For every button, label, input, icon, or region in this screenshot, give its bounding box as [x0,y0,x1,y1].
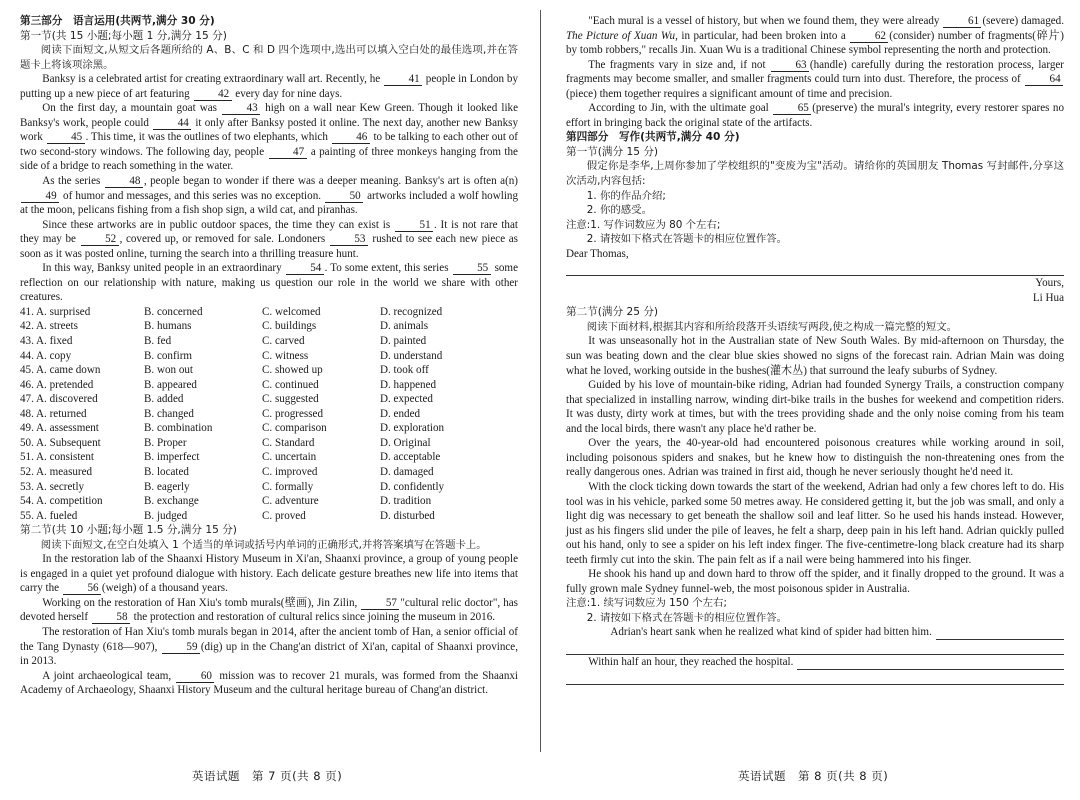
option-b[interactable]: B. fed [144,335,172,348]
option-row [20,494,518,509]
left-page [20,14,518,698]
answer-blank[interactable]: 65 [773,103,811,115]
grammar-paragraph: Working on the restoration of Han Xiu's tomb murals(壁画), Jin Zilin, 57 "cultural relic doctor", has devoted herself 58 the protection and restoration of cultural relics since joining the museum in 2016. [20,596,518,624]
option-d[interactable]: D. expected [380,393,433,406]
option-c[interactable]: C. Standard [262,436,315,449]
option-d[interactable]: D. exploration [380,422,445,435]
option-b[interactable]: B. confirm [144,349,193,362]
option-a[interactable]: 43. A. fixed [20,335,73,348]
option-a[interactable]: 54. A. competition [20,495,103,508]
answer-blank[interactable]: 42 [194,89,232,101]
answer-blank[interactable]: 48 [105,176,143,188]
answer-blank[interactable]: 64 [1025,74,1063,86]
option-b[interactable]: B. concerned [144,305,203,318]
option-row [20,378,518,393]
option-a[interactable]: 49. A. assessment [20,422,99,435]
grammar-paragraph: In the restoration lab of the Shaanxi History Museum in Xi'an, Shaanxi province, a group of young people is engaged in a quiet yet profound dialogue with history. Each delicate gesture breathes new life into items that carry the 56 (weigh) of a thousand years. [20,553,518,595]
writing2-note: 注意:1. 续写词数应为 150 个左右; [566,597,727,610]
option-row [20,509,518,524]
option-d[interactable]: D. recognized [380,305,443,318]
option-row [20,465,518,480]
option-a[interactable]: 46. A. pretended [20,378,94,391]
option-d[interactable]: D. damaged [380,465,434,478]
option-d[interactable]: D. animals [380,320,429,333]
option-b[interactable]: B. humans [144,320,192,333]
grammar-paragraph: According to Jin, with the ultimate goal 65 (preserve) the mural's integrity, every restorer spares no effort in bringing back the original state of the artifacts. [566,102,1064,129]
section2-title: 第二节(共 10 小题;每小题 1.5 分,满分 15 分) [20,524,237,537]
answer-blank[interactable]: 56 [63,583,101,595]
section2-instructions: 阅读下面短文,在空白处填入 1 个适当的单词或括号内单词的正确形式,并将答案填写在答题卡上。 [40,538,487,551]
answer-blank[interactable]: 44 [153,118,191,130]
answer-blank[interactable]: 46 [332,132,370,144]
option-d[interactable]: D. painted [380,335,427,348]
option-a[interactable]: 45. A. came down [20,364,101,377]
answer-blank[interactable]: 60 [176,671,214,683]
option-c[interactable]: C. suggested [262,393,319,406]
part3-title: 第三部分 语言运用(共两节,满分 30 分) [20,15,215,27]
option-c[interactable]: C. showed up [262,364,323,377]
option-row [20,392,518,407]
option-a[interactable]: 53. A. secretly [20,480,85,493]
writing-line[interactable] [797,659,1064,670]
answer-blank[interactable]: 55 [453,263,491,275]
answer-blank[interactable]: 63 [771,60,809,72]
options-list [20,305,518,523]
option-a[interactable]: 48. A. returned [20,407,87,420]
option-d[interactable]: D. confidently [380,480,445,493]
writing1-item: 1. 你的作品介绍; [586,189,666,202]
answer-blank[interactable]: 43 [222,103,260,115]
option-c[interactable]: C. buildings [262,320,317,333]
right-page [566,14,1064,685]
writing2-note: 2. 请按如下格式在答题卡的相应位置作答。 [586,611,788,624]
writing2-title: 第二节(满分 25 分) [566,306,659,319]
writing1-note: 2. 请按如下格式在答题卡的相应位置作答。 [586,233,788,246]
option-d[interactable]: D. tradition [380,495,432,508]
option-row [20,305,518,320]
option-a[interactable]: 51. A. consistent [20,451,94,464]
option-b[interactable]: B. eagerly [144,480,190,493]
option-c[interactable]: C. progressed [262,407,324,420]
option-row [20,436,518,451]
continuation-opening: Adrian's heart sank when he realized what kind of spider had bitten him. [566,625,1064,640]
option-c[interactable]: C. uncertain [262,451,317,464]
option-d[interactable]: D. understand [380,349,443,362]
continuation-opening: Within half an hour, they reached the hospital. [566,655,1064,670]
letter-signature: Li Hua [1032,291,1064,304]
answer-blank[interactable]: 59 [162,642,200,654]
option-b[interactable]: B. exchange [144,495,199,508]
option-c[interactable]: C. witness [262,349,309,362]
story-paragraph: With the clock ticking down towards the start of the weekend, Adrian had only a few chores left to do. His tool was in his vehicle, parked some 50 metres away. He considered getting it, but the job was small, and only a light dig was necessary to get beneath the shallow soil and leaf litter. So he used his hands instead. However, just as his fingers slid under the pile of leaves, he felt a sharp, deep pain in his left hand. Adrian quickly pulled out his hand, only to see a spider on his left index finger. The five-centimetre-long black creature had its sharp teeth firmly cut into the skin. The pain felt as if a nail were being hammered into his finger. [566,480,1064,566]
grammar-paragraph: "Each mural is a vessel of history, but when we found them, they were already 61 (severe) damaged. The Picture of Xuan Wu, in particular, had been broken into a 62 (consider) number of fragments(碎片) by tomb robbers," recalls Jin. Xuan Wu is a traditional Chinese symbol representing the north and protection. [566,15,1065,57]
answer-blank[interactable]: 53 [330,234,368,246]
cloze-paragraph: Since these artworks are in public outdoor spaces, the time they can exist is 51 . It is not rare that they may be 52 , covered up, or removed for sale. Londoners 53 rushed to see each new piece as soon as it was posted online, turning the search into a thrilling treasure hunt. [20,218,519,260]
writing-line[interactable] [566,261,1064,276]
answer-blank[interactable]: 45 [47,132,85,144]
answer-blank[interactable]: 49 [21,191,59,203]
answer-blank[interactable]: 62 [850,31,888,43]
answer-blank[interactable]: 51 [395,220,433,232]
story-paragraph: He shook his hand up and down hard to throw off the spider, and it finally dropped to the ground. It was a fully grown male Sydney funnel-web, the most poisonous spider in Australia. [566,568,1064,595]
option-row [20,450,518,465]
answer-blank[interactable]: 47 [269,147,307,159]
option-b[interactable]: B. added [144,393,184,406]
cloze-paragraph: As the series 48 , people began to wonder if there was a deeper meaning. Banksy's art is often a(n) 49 of humor and messages, and this series was no exception. 50 artworks included a wolf howling at the moon, pelicans fishing from a fish shop sign, a wild cat, and piranhas. [20,175,519,217]
option-c[interactable]: C. carved [262,335,305,348]
option-d[interactable]: D. took off [380,364,429,377]
option-c[interactable]: C. proved [262,509,306,522]
option-b[interactable]: B. judged [144,509,188,522]
option-b[interactable]: B. changed [144,407,194,420]
option-a[interactable]: 55. A. fueled [20,509,78,522]
option-a[interactable]: 42. A. streets [20,320,78,333]
option-row [20,349,518,364]
option-row [20,421,518,436]
option-c[interactable]: C. comparison [262,422,327,435]
option-d[interactable]: D. ended [380,407,421,420]
cloze-paragraph: In this way, Banksy united people in an extraordinary 54 . To some extent, this series 55 some reflection on our relationship with nature, making us question our role in the world we share with other creatures. [20,262,518,304]
writing-line[interactable] [566,640,1064,655]
page-footer-left: 英语试题 第 7 页(共 8 页) [192,769,343,783]
option-c[interactable]: C. adventure [262,495,319,508]
option-row [20,480,518,495]
option-d[interactable]: D. Original [380,436,431,449]
option-b[interactable]: B. combination [144,422,213,435]
option-b[interactable]: B. appeared [144,378,197,391]
option-c[interactable]: C. welcomed [262,305,321,318]
option-c[interactable]: C. formally [262,480,314,493]
cloze-paragraph: Banksy is a celebrated artist for creating extraordinary wall art. Recently, he 41 people in London by putting up a new piece of art featuring 42 every day for nine days. [20,73,518,100]
writing-line[interactable] [936,629,1064,640]
story-paragraph: It was unseasonally hot in the Australian state of New South Wales. By mid-afternoon on Thursday, the sun was beating down and the clear blue skies showed no signs of the forecast rain. Adrian Main was doing what he loved, working outside in the bushes(灌木丛) that surround the leafy suburbs of Sydney. [566,335,1064,377]
option-a[interactable]: 44. A. copy [20,349,72,362]
answer-blank[interactable]: 61 [943,16,981,28]
option-b[interactable]: B. Proper [144,436,187,449]
story-paragraph: Guided by his love of mountain-bike riding, Adrian had founded Synergy Trails, a construction company that specialized in installing narrow, winding dirt-bike trails in the bushes for weekend and competition riders. It was dusty, dirty work at times, but with the trees providing shade and the only noise coming from his team and the local birds, there wasn't any place he'd rather be. [566,379,1064,435]
grammar-paragraph: A joint archaeological team, 60 mission was to recover 21 murals, was formed from the Shaanxi Academy of Archaeology, Shaanxi History Museum and the cultural heritage bureau of Chang'an district. [20,669,519,697]
option-c[interactable]: C. improved [262,465,318,478]
option-row [20,363,518,378]
option-c[interactable]: C. continued [262,378,319,391]
story-paragraph: Over the years, the 40-year-old had encountered poisonous creatures while working around in soil, including poisonous spiders and snakes, but he knew how to distinguish the non-threatening ones from the really dangerous ones. Adrian was trained in first aid, though he never seriously thought he'd need it. [566,437,1064,479]
option-row [20,334,518,349]
option-b[interactable]: B. won out [144,364,194,377]
answer-blank[interactable]: 57 [361,598,399,610]
cloze-paragraph: On the first day, a mountain goat was 43 high on a wall near Kew Green. Though it looked like Banksy's work, people could 44 it only after Banksy posted it online. The next day, another new Banksy work 45 . This time, it was the outlines of two elephants, which 46 to be talking to each other out of two second-story windows. The following day, people 47 a painting of three monkeys hanging from the side of a bridge to reach something in the water. [20,102,518,173]
writing1-title: 第一节(满分 15 分) [566,145,659,158]
answer-blank[interactable]: 58 [92,612,130,624]
part4-title: 第四部分 写作(共两节,满分 40 分) [566,131,740,144]
section1-title: 第一节(共 15 小题;每小题 1 分,满分 15 分) [20,29,227,42]
letter-closing: Yours, [1035,277,1064,290]
option-a[interactable]: 47. A. discovered [20,393,98,406]
writing2-instructions: 阅读下面材料,根据其内容和所给段落开头语续写两段,使之构成一篇完整的短文。 [586,320,958,333]
grammar-paragraph: The restoration of Han Xiu's tomb murals began in 2014, after the ancient tomb of Han, a senior official of the Tang Dynasty (618—907), 59 (dig) up in the Chang'an district of Xi'an, capital of Shaanxi province, in 2013. [20,625,518,668]
answer-blank[interactable]: 41 [384,74,422,86]
option-b[interactable]: B. located [144,465,189,478]
writing1-instructions: 假定你是李华,上周你参加了学校组织的"变废为宝"活动。请给你的英国朋友 Thomas 写封邮件,分享这次活动,内容包括: [566,160,1064,188]
option-a[interactable]: 41. A. surprised [20,305,91,318]
answer-blank[interactable]: 54 [286,263,324,275]
page-footer-right: 英语试题 第 8 页(共 8 页) [738,769,889,783]
grammar-paragraph: The fragments vary in size and, if not 63 (handle) carefully during the restoration process, larger fragments may become smaller, and smaller fragments could turn into dust. Therefore, the process of 64(piece) them together requires a significant amount of time and precision. [566,58,1064,100]
option-a[interactable]: 50. A. Subsequent [20,436,101,449]
section1-instructions: 阅读下面短文,从短文后各题所给的 A、B、C 和 D 四个选项中,选出可以填入空白处的最佳选项,并在答题卡上将该项涂黑。 [20,44,518,71]
option-b[interactable]: B. imperfect [144,451,200,464]
option-a[interactable]: 52. A. measured [20,465,93,478]
writing1-note: 注意:1. 写作词数应为 80 个左右; [566,218,721,231]
answer-blank[interactable]: 52 [81,234,119,246]
writing1-item: 2. 你的感受。 [586,204,652,217]
page-divider [540,10,541,752]
option-d[interactable]: D. happened [380,378,437,391]
writing-line[interactable] [566,670,1064,685]
option-row [20,319,518,334]
option-d[interactable]: D. disturbed [380,509,435,522]
letter-salutation: Dear Thomas, [566,247,629,260]
option-row [20,407,518,422]
answer-blank[interactable]: 50 [325,191,363,203]
option-d[interactable]: D. acceptable [380,451,441,464]
